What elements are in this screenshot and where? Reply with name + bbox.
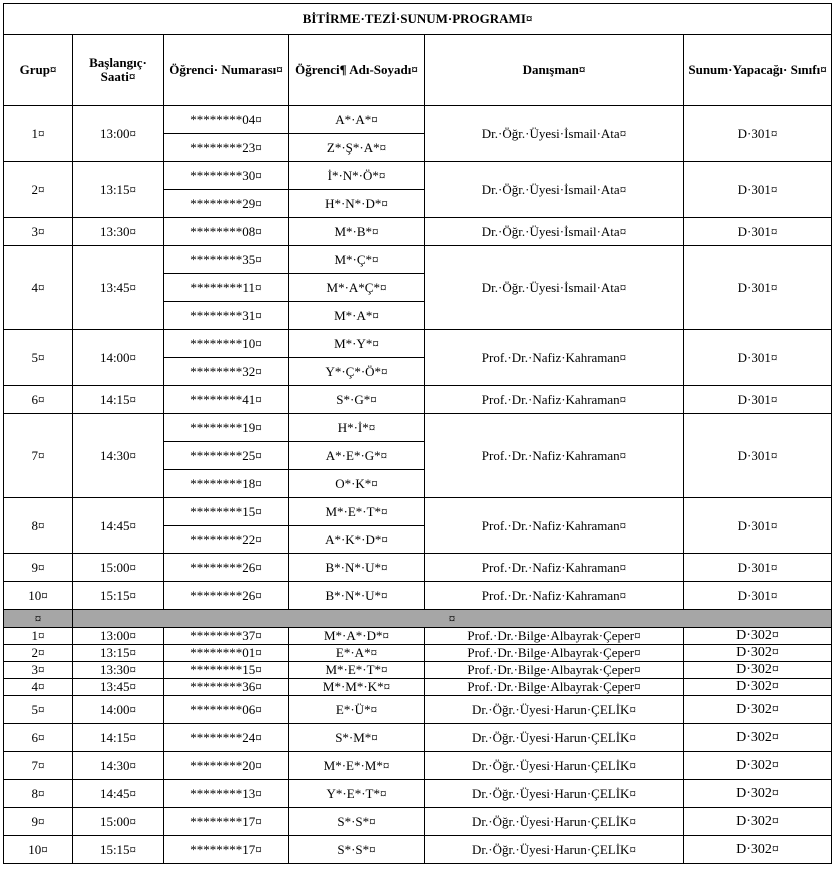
cell-ogrenci-ad: Y*·E*·T*¤ [289, 780, 425, 808]
cell-ogrenci-no: ********29¤ [164, 190, 289, 218]
cell-ogrenci-ad: M*·A*¤ [289, 302, 425, 330]
cell-grup: 8¤ [4, 498, 73, 554]
table-row [4, 836, 832, 864]
cell-ogrenci-no: ********41¤ [164, 386, 289, 414]
cell-ogrenci-no: ********23¤ [164, 134, 289, 162]
cell-ogrenci-no: ********11¤ [164, 274, 289, 302]
header-grup: Grup¤ [4, 35, 73, 106]
cell-ogrenci-no: ********17¤ [164, 836, 289, 864]
cell-saat: 15:00¤ [73, 808, 164, 836]
header-ogrenci-no: Öğrenci· Numarası¤ [164, 35, 289, 106]
cell-ogrenci-no: ********26¤ [164, 582, 289, 610]
cell-sinif: D·302¤ [684, 836, 832, 864]
cell-ogrenci-ad: E*·A*¤ [289, 645, 425, 662]
cell-ogrenci-ad: M*·B*¤ [289, 218, 425, 246]
cell-saat: 13:00¤ [73, 106, 164, 162]
cell-danisman: Prof.·Dr.·Bilge·Albayrak·Çeper¤ [425, 645, 684, 662]
cell-sinif: D·302¤ [684, 808, 832, 836]
cell-sinif: D·301¤ [684, 218, 832, 246]
cell-danisman: Prof.·Dr.·Bilge·Albayrak·Çeper¤ [425, 628, 684, 645]
cell-sinif: D·301¤ [684, 386, 832, 414]
cell-danisman: Prof.·Dr.·Nafiz·Kahraman¤ [425, 386, 684, 414]
cell-sinif: D·302¤ [684, 724, 832, 752]
table-row [4, 808, 832, 836]
cell-grup: 3¤ [4, 662, 73, 679]
cell-ogrenci-ad: A*·E*·G*¤ [289, 442, 425, 470]
cell-saat: 15:00¤ [73, 554, 164, 582]
cell-sinif: D·302¤ [684, 780, 832, 808]
cell-ogrenci-ad: M*·E*·T*¤ [289, 498, 425, 526]
cell-danisman: Dr.·Öğr.·Üyesi·Harun·ÇELİK¤ [425, 780, 684, 808]
cell-ogrenci-ad: Z*·Ş*·A*¤ [289, 134, 425, 162]
cell-saat: 13:00¤ [73, 628, 164, 645]
cell-sinif: D·301¤ [684, 582, 832, 610]
schedule-table [3, 3, 832, 864]
cell-saat: 14:15¤ [73, 386, 164, 414]
cell-ogrenci-no: ********36¤ [164, 679, 289, 696]
cell-ogrenci-ad: S*·G*¤ [289, 386, 425, 414]
cell-saat: 15:15¤ [73, 582, 164, 610]
cell-sinif: D·301¤ [684, 330, 832, 386]
cell-ogrenci-ad: O*·K*¤ [289, 470, 425, 498]
cell-ogrenci-no: ********22¤ [164, 526, 289, 554]
cell-ogrenci-ad: S*·M*¤ [289, 724, 425, 752]
cell-ogrenci-ad: M*·E*·M*¤ [289, 752, 425, 780]
cell-sinif: D·302¤ [684, 628, 832, 645]
cell-ogrenci-no: ********32¤ [164, 358, 289, 386]
cell-ogrenci-ad: İ*·N*·Ö*¤ [289, 162, 425, 190]
cell-ogrenci-ad: A*·K*·D*¤ [289, 526, 425, 554]
cell-ogrenci-no: ********35¤ [164, 246, 289, 274]
cell-saat: 14:00¤ [73, 696, 164, 724]
cell-grup: 1¤ [4, 106, 73, 162]
cell-saat: 14:45¤ [73, 498, 164, 554]
cell-ogrenci-no: ********04¤ [164, 106, 289, 134]
cell-danisman: Dr.·Öğr.·Üyesi·İsmail·Ata¤ [425, 246, 684, 330]
cell-ogrenci-no: ********15¤ [164, 662, 289, 679]
cell-danisman: Dr.·Öğr.·Üyesi·İsmail·Ata¤ [425, 162, 684, 218]
cell-sinif: D·302¤ [684, 679, 832, 696]
cell-grup: 2¤ [4, 162, 73, 218]
cell-ogrenci-ad: A*·A*¤ [289, 106, 425, 134]
cell-danisman: Dr.·Öğr.·Üyesi·Harun·ÇELİK¤ [425, 752, 684, 780]
separator-cell-right: ¤ [73, 610, 832, 628]
cell-ogrenci-no: ********25¤ [164, 442, 289, 470]
table-row [4, 246, 832, 274]
cell-saat: 13:15¤ [73, 645, 164, 662]
cell-ogrenci-no: ********15¤ [164, 498, 289, 526]
cell-ogrenci-no: ********19¤ [164, 414, 289, 442]
table-row [4, 498, 832, 526]
cell-ogrenci-no: ********10¤ [164, 330, 289, 358]
table-row [4, 679, 832, 696]
cell-sinif: D·301¤ [684, 498, 832, 554]
cell-danisman: Prof.·Dr.·Nafiz·Kahraman¤ [425, 498, 684, 554]
cell-grup: 10¤ [4, 836, 73, 864]
cell-grup: 6¤ [4, 724, 73, 752]
cell-sinif: D·301¤ [684, 162, 832, 218]
table-row [4, 696, 832, 724]
cell-ogrenci-ad: M*·Y*¤ [289, 330, 425, 358]
cell-grup: 4¤ [4, 679, 73, 696]
cell-sinif: D·302¤ [684, 662, 832, 679]
separator-row [4, 610, 832, 628]
cell-ogrenci-ad: M*·E*·T*¤ [289, 662, 425, 679]
table-row [4, 386, 832, 414]
cell-grup: 10¤ [4, 582, 73, 610]
cell-danisman: Prof.·Dr.·Nafiz·Kahraman¤ [425, 582, 684, 610]
cell-ogrenci-no: ********17¤ [164, 808, 289, 836]
cell-grup: 1¤ [4, 628, 73, 645]
cell-ogrenci-ad: M*·A*Ç*¤ [289, 274, 425, 302]
cell-saat: 14:30¤ [73, 414, 164, 498]
cell-grup: 8¤ [4, 780, 73, 808]
cell-saat: 13:45¤ [73, 679, 164, 696]
header-sinif: Sunum·Yapacağı· Sınıfı¤ [684, 35, 832, 106]
cell-ogrenci-ad: M*·A*·D*¤ [289, 628, 425, 645]
cell-ogrenci-no: ********18¤ [164, 470, 289, 498]
cell-sinif: D·301¤ [684, 246, 832, 330]
cell-grup: 9¤ [4, 808, 73, 836]
separator-cell-left: ¤ [4, 610, 73, 628]
cell-danisman: Prof.·Dr.·Bilge·Albayrak·Çeper¤ [425, 679, 684, 696]
cell-ogrenci-no: ********26¤ [164, 554, 289, 582]
cell-danisman: Prof.·Dr.·Nafiz·Kahraman¤ [425, 330, 684, 386]
cell-saat: 13:30¤ [73, 662, 164, 679]
cell-ogrenci-ad: B*·N*·U*¤ [289, 554, 425, 582]
cell-ogrenci-no: ********24¤ [164, 724, 289, 752]
cell-saat: 14:45¤ [73, 780, 164, 808]
table-row [4, 162, 832, 190]
cell-ogrenci-no: ********06¤ [164, 696, 289, 724]
cell-danisman: Prof.·Dr.·Nafiz·Kahraman¤ [425, 414, 684, 498]
cell-saat: 15:15¤ [73, 836, 164, 864]
cell-ogrenci-no: ********13¤ [164, 780, 289, 808]
table-row [4, 330, 832, 358]
cell-ogrenci-no: ********37¤ [164, 628, 289, 645]
cell-grup: 5¤ [4, 696, 73, 724]
cell-grup: 7¤ [4, 414, 73, 498]
cell-danisman: Dr.·Öğr.·Üyesi·Harun·ÇELİK¤ [425, 836, 684, 864]
cell-danisman: Dr.·Öğr.·Üyesi·Harun·ÇELİK¤ [425, 808, 684, 836]
cell-ogrenci-ad: B*·N*·U*¤ [289, 582, 425, 610]
cell-ogrenci-no: ********30¤ [164, 162, 289, 190]
cell-grup: 6¤ [4, 386, 73, 414]
cell-ogrenci-ad: S*·S*¤ [289, 808, 425, 836]
cell-ogrenci-ad: E*·Ü*¤ [289, 696, 425, 724]
cell-danisman: Dr.·Öğr.·Üyesi·Harun·ÇELİK¤ [425, 696, 684, 724]
table-row [4, 628, 832, 645]
cell-ogrenci-no: ********08¤ [164, 218, 289, 246]
cell-ogrenci-ad: M*·Ç*¤ [289, 246, 425, 274]
cell-sinif: D·301¤ [684, 414, 832, 498]
cell-danisman: Dr.·Öğr.·Üyesi·İsmail·Ata¤ [425, 218, 684, 246]
cell-sinif: D·302¤ [684, 645, 832, 662]
cell-saat: 14:15¤ [73, 724, 164, 752]
cell-ogrenci-ad: S*·S*¤ [289, 836, 425, 864]
header-ogrenci-ad: Öğrenci¶ Adı-Soyadı¤ [289, 35, 425, 106]
cell-saat: 14:00¤ [73, 330, 164, 386]
cell-sinif: D·302¤ [684, 696, 832, 724]
table-row [4, 662, 832, 679]
cell-danisman: Dr.·Öğr.·Üyesi·İsmail·Ata¤ [425, 106, 684, 162]
cell-ogrenci-ad: Y*·Ç*·Ö*¤ [289, 358, 425, 386]
cell-grup: 4¤ [4, 246, 73, 330]
cell-grup: 9¤ [4, 554, 73, 582]
cell-ogrenci-no: ********20¤ [164, 752, 289, 780]
cell-sinif: D·301¤ [684, 554, 832, 582]
cell-ogrenci-ad: H*·İ*¤ [289, 414, 425, 442]
cell-grup: 5¤ [4, 330, 73, 386]
cell-ogrenci-ad: H*·N*·D*¤ [289, 190, 425, 218]
header-saat: Başlangıç· Saati¤ [73, 35, 164, 106]
header-danisman: Danışman¤ [425, 35, 684, 106]
cell-saat: 13:15¤ [73, 162, 164, 218]
cell-saat: 14:30¤ [73, 752, 164, 780]
cell-sinif: D·301¤ [684, 106, 832, 162]
cell-danisman: Prof.·Dr.·Bilge·Albayrak·Çeper¤ [425, 662, 684, 679]
cell-grup: 3¤ [4, 218, 73, 246]
table-row [4, 582, 832, 610]
table-row [4, 218, 832, 246]
cell-danisman: Dr.·Öğr.·Üyesi·Harun·ÇELİK¤ [425, 724, 684, 752]
cell-danisman: Prof.·Dr.·Nafiz·Kahraman¤ [425, 554, 684, 582]
table-row [4, 414, 832, 442]
table-row [4, 752, 832, 780]
cell-grup: 7¤ [4, 752, 73, 780]
table-row [4, 106, 832, 134]
cell-grup: 2¤ [4, 645, 73, 662]
table-row [4, 554, 832, 582]
table-row [4, 724, 832, 752]
cell-saat: 13:30¤ [73, 218, 164, 246]
table-row [4, 645, 832, 662]
cell-ogrenci-no: ********31¤ [164, 302, 289, 330]
cell-ogrenci-ad: M*·M*·K*¤ [289, 679, 425, 696]
table-title: BİTİRME·TEZİ·SUNUM·PROGRAMI¤ [4, 4, 832, 35]
cell-saat: 13:45¤ [73, 246, 164, 330]
cell-sinif: D·302¤ [684, 752, 832, 780]
cell-ogrenci-no: ********01¤ [164, 645, 289, 662]
table-row [4, 780, 832, 808]
